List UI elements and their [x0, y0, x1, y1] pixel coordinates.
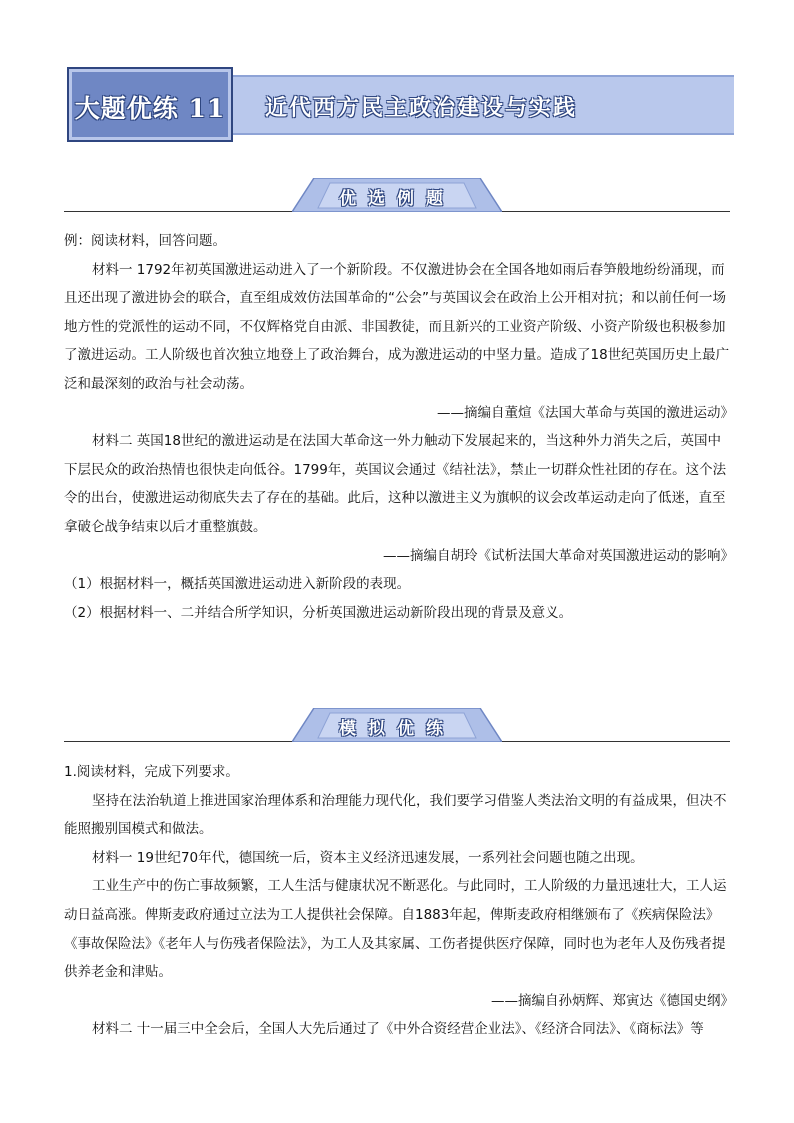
material-2: 材料二 英国18世纪的激进运动是在法国大革命这一外力触动下发展起来的，当这种外力消失之后，英国中下层民众的政治热情也很快走向低谷。1799年，英国议会通过《结社法》，禁止一切群众性社团的存在。这个法令的出台，使激进运动彻底失去了存在的基础。此后，这种以激进主义为旗帜的议会改革运动走向了低迷，直至拿破仑战争结束以后才重整旗鼓。: [64, 433, 727, 535]
material-1-source: ——摘编自孙炳辉、郑寅达《德国史纲》: [491, 992, 734, 1009]
example-section: [64, 227, 734, 627]
lead-paragraph: 坚持在法治轨道上推进国家治理体系和治理能力现代化，我们要学习借鉴人类法治文明的有益成果，但决不能照搬别国模式和做法。: [64, 792, 727, 838]
banner-label: 大题优练 11: [74, 94, 226, 123]
practice-intro: 1.阅读材料，完成下列要求。: [64, 764, 239, 780]
material-1-continued: 工业生产中的伤亡事故频繁，工人生活与健康状况不断恶化。与此同时，工人阶级的力量迅速壮大，工人运动日益高涨。俾斯麦政府通过立法为工人提供社会保障。自1883年起，俾斯麦政府相继颁布了《疾病保险法》《事故保险法》《老年人与伤残者保险法》，为工人及其家属、工伤者提供医疗保障，同时也为老年人及伤残者提供养老金和津贴。: [64, 878, 727, 981]
heading-tab: [292, 708, 502, 742]
material-1-source: ——摘编自董煊《法国大革命与英国的激进运动》: [437, 404, 734, 421]
material-2-source: ——摘编自胡玲《试析法国大革命对英国激进运动的影响》: [383, 547, 734, 564]
question-2: （2）根据材料一、二并结合所学知识，分析英国激进运动新阶段出现的背景及意义。: [64, 604, 573, 621]
banner-title-box: [233, 75, 734, 135]
section-heading-examples: [64, 178, 730, 212]
section-heading-text: 优选例题: [339, 189, 455, 209]
practice-section: [64, 758, 734, 1044]
banner-title: 近代西方民主政治建设与实践: [265, 96, 578, 121]
section-heading-practice: [64, 708, 730, 742]
material-2: 材料二 十一届三中全会后，全国人大先后通过了《中外合资经营企业法》、《经济合同法》、《商标法》等: [92, 1021, 704, 1038]
example-intro: 例：阅读材料，回答问题。: [64, 233, 226, 249]
question-1: （1）根据材料一，概括英国激进运动进入新阶段的表现。: [64, 576, 411, 593]
material-1: 材料一 19世纪70年代，德国统一后，资本主义经济迅速发展，一系列社会问题也随之出现。: [92, 849, 644, 866]
header-banner: [67, 67, 734, 142]
heading-tab: [292, 178, 502, 212]
section-heading-text: 模拟优练: [339, 719, 455, 739]
material-1: 材料一 1792年初英国激进运动进入了一个新阶段。不仅激进协会在全国各地如雨后春笋般地纷纷涌现，而且还出现了激进协会的联合，直至组成效仿法国革命的“公会”与英国议会在政治上公开相对抗；和以前任何一场地方性的党派性的运动不同，不仅辉格党自由派、非国教徒，而且新兴的工业资产阶级、小资产阶级也积极参加了激进运动。工人阶级也首次独立地登上了政治舞台，成为激进运动的中坚力量。造成了18世纪英国历史上最广泛和最深刻的政治与社会动荡。: [64, 261, 730, 392]
banner-label-box: [67, 67, 233, 142]
